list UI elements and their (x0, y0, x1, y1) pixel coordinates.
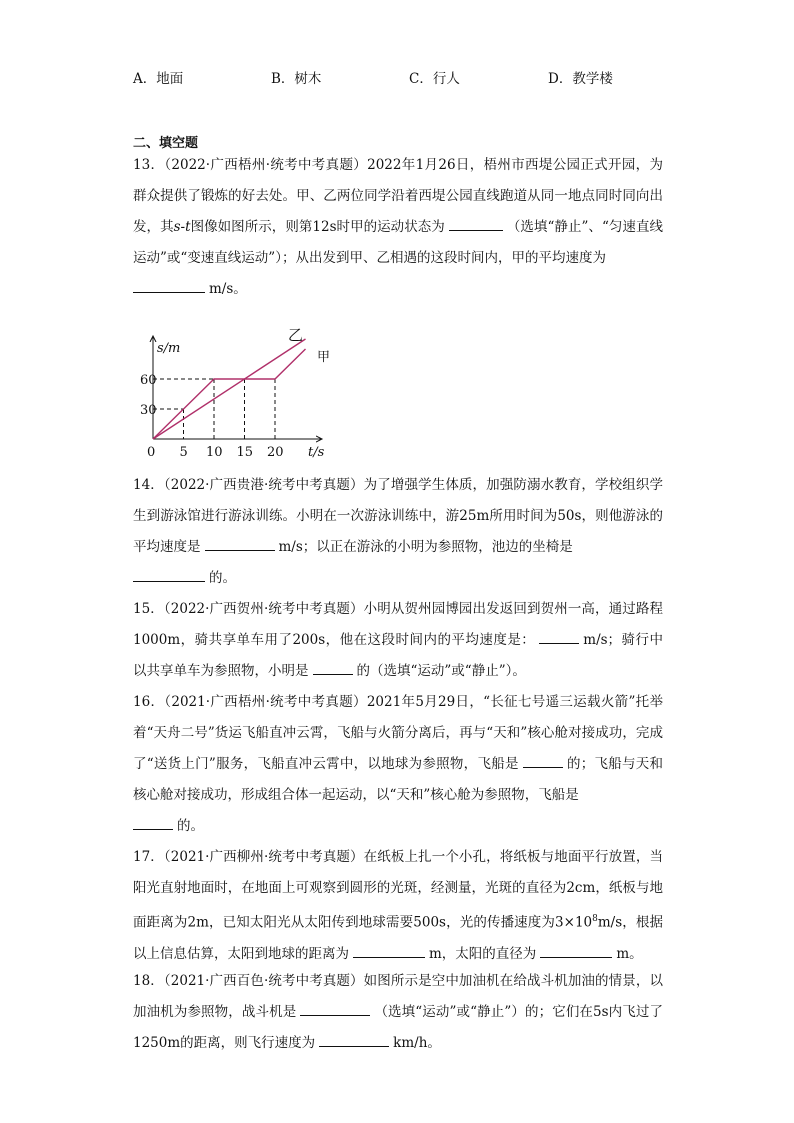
q18-blank-1[interactable] (300, 999, 370, 1016)
x-tick-label: 5 (179, 445, 188, 460)
q16-text-2: 的；飞船与天和核心舱对接成功，形成组合体一起运动，以“天和”核心舱为参照物，飞船是 (133, 756, 664, 803)
series-line-jia (153, 349, 306, 439)
q16-blank-2[interactable] (133, 813, 173, 830)
question-15 (133, 594, 663, 687)
x-axis-label: t/s (308, 445, 325, 460)
x-tick-label: 20 (267, 445, 284, 460)
q13-st-symbol: s-t (173, 219, 191, 235)
q14-blank-2[interactable] (133, 565, 205, 582)
option-b[interactable]: B．树木 (271, 71, 322, 87)
q18-text-1: 18．（2021·广西百色·统考中考真题）如图所示是空中加油机在给战斗机加油的情景，以加油机为参照物，战斗机是 (133, 973, 663, 1020)
q13-text-2: 图像如图所示，则第12s时甲的运动状态为 (190, 219, 445, 235)
option-d[interactable]: D．教学楼 (548, 71, 613, 87)
q17-text-3: m，太阳的直径为 (429, 945, 537, 962)
q17-exponent: 8 (592, 914, 598, 924)
previous-question-options (133, 67, 693, 87)
question-14 (133, 470, 663, 594)
question-17 (133, 842, 663, 970)
question-18 (133, 966, 663, 1059)
q13-blank-1[interactable] (449, 214, 503, 231)
q18-blank-2[interactable] (319, 1030, 389, 1047)
st-graph (140, 322, 340, 462)
origin-label: 0 (147, 445, 156, 460)
q18-text-3: km/h。 (393, 1035, 441, 1051)
q13-text-4: m/s。 (209, 281, 247, 297)
x-tick-label: 15 (236, 445, 254, 460)
guide-lines (153, 379, 275, 439)
question-16 (133, 687, 663, 842)
q14-text-2: m/s；以正在游泳的小明为参照物，池边的坐椅是 (278, 539, 573, 555)
y-tick-label: 60 (140, 373, 157, 388)
q18-text-2: （选填“运动”或“静止”）的；它们在5s内飞过了1250m的距离，则飞行速度为 (133, 1004, 663, 1051)
q17-text-2: m/s，根据以上信息估算，太阳到地球的距离为 (133, 914, 663, 962)
option-c[interactable]: C．行人 (409, 71, 460, 87)
series-label-jia: 甲 (317, 350, 331, 365)
q16-blank-1[interactable] (523, 751, 563, 768)
tick-labels (140, 373, 284, 460)
q13-text-1: 13．（2022·广西梧州·统考中考真题）2022年1月26日，梧州市西堤公园正式开园，为群众提供了锻炼的好去处。甲、乙两位同学沿着西堤公园直线跑道从同一地点同时同向出发，其 (133, 157, 663, 235)
q15-blank-1[interactable] (539, 627, 579, 644)
x-tick-label: 10 (206, 445, 223, 460)
q14-text-3: 的。 (209, 570, 236, 586)
q17-blank-2[interactable] (540, 941, 612, 958)
y-tick-label: 30 (140, 403, 157, 418)
q14-text-1: 14．（2022·广西贵港·统考中考真题）为了增强学生体质，加强防溺水教育，学校组织学生到游泳馆进行游泳训练。小明在一次游泳训练中，游25m所用时间为50s，则他游泳的平均速度是 (133, 477, 663, 555)
q15-text-2: m/s；骑行中以共享单车为参照物，小明是 (133, 632, 663, 679)
q17-blank-1[interactable] (353, 941, 425, 958)
q16-text-3: 的。 (177, 818, 204, 834)
q13-text-3: （选填“静止”、“匀速直线运动”或“变速直线运动”）；从出发到甲、乙相遇的这段时间内，甲的平均速度为 (133, 219, 663, 266)
q15-text-3: 的（选填“运动”或“静止”）。 (356, 663, 526, 679)
q14-blank-1[interactable] (205, 534, 275, 551)
option-a[interactable]: A．地面 (133, 71, 184, 87)
y-axis-label: s/m (157, 341, 181, 356)
q13-blank-2[interactable] (133, 276, 205, 293)
section-title: 二、填空题 (133, 136, 199, 151)
series-label-yi: 乙 (288, 326, 304, 344)
question-13 (133, 150, 663, 305)
q17-text-4: m。 (616, 945, 643, 962)
q15-blank-2[interactable] (313, 658, 353, 675)
q17-text-1: 17．（2021·广西柳州·统考中考真题）在纸板上扎一个小孔，将纸板与地面平行放置，当阳光直射地面时，在地面上可观察到圆形的光斑，经测量，光斑的直径为2cm，纸板与地面距离为2m，已知太阳光从太阳传到地球需要500s，光的传播速度为3×10 (133, 849, 663, 931)
q15-text-1: 15．（2022·广西贺州·统考中考真题）小明从贺州园博园出发返回到贺州一高，通过路程1000m，骑共享单车用了200s，他在这段时间内的平均速度是： (133, 601, 663, 648)
q16-text-1: 16．（2021·广西梧州·统考中考真题）2021年5月29日，“长征七号遥三运载火箭”托举着“天舟二号”货运飞船直冲云霄，飞船与火箭分离后，再与“天和”核心舱对接成功，完成了“送货上门”服务，飞船直冲云霄中，以地球为参照物，飞船是 (133, 694, 663, 772)
